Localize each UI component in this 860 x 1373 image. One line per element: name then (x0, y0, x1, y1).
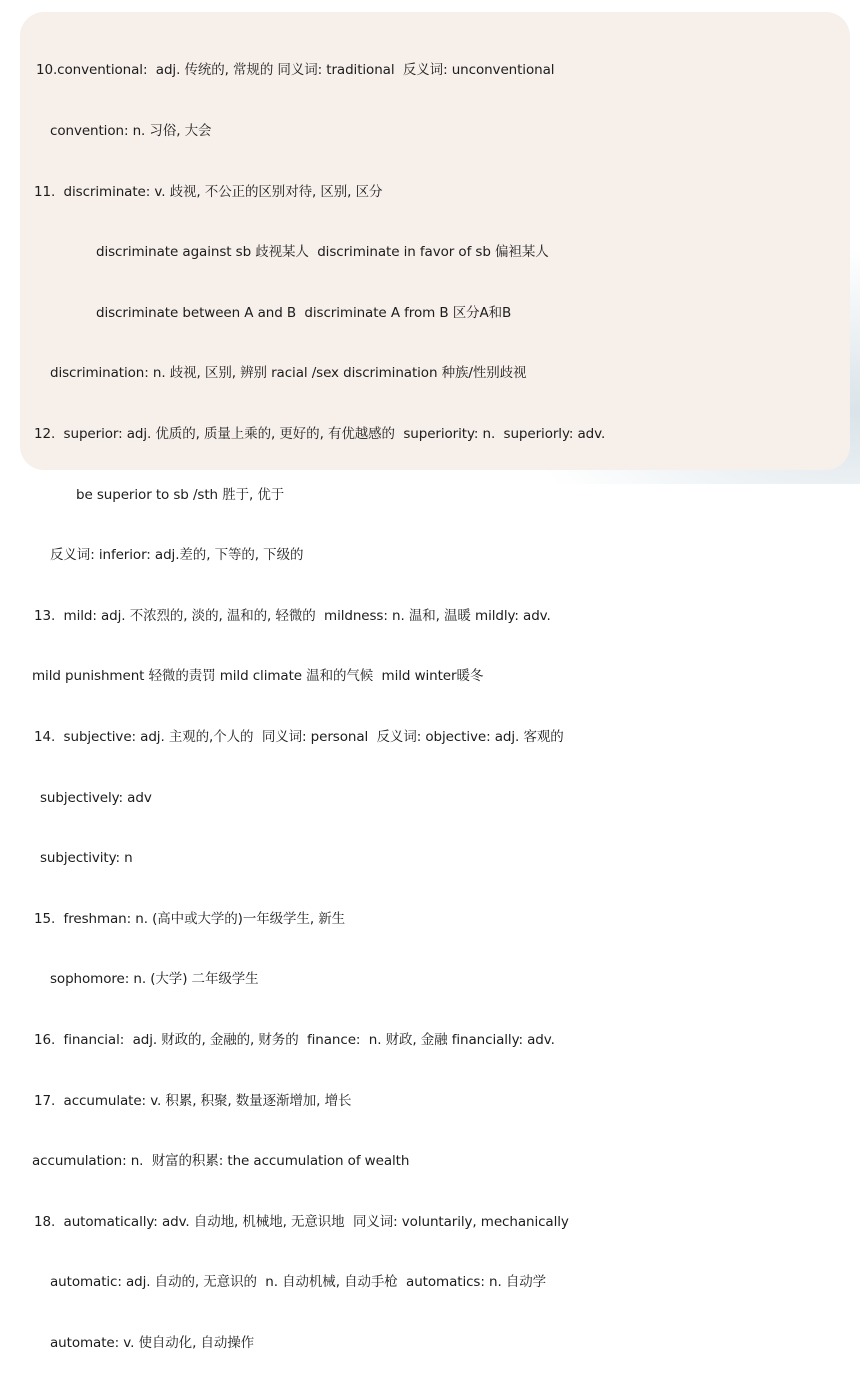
vocab-line: 17. accumulate: v. 积累, 积聚, 数量逐渐增加, 增长 (34, 1092, 352, 1109)
vocab-line: discrimination: n. 歧视, 区别, 辨别 racial /sex discrimination 种族/性别歧视 (50, 365, 527, 382)
vocab-line: 13. mild: adj. 不浓烈的, 淡的, 温和的, 轻微的 mildness: n. 温和, 温暖 mildly: adv. (34, 607, 551, 624)
vocab-line: convention: n. 习俗, 大会 (50, 123, 212, 139)
vocab-line: discriminate between A and B discriminate A from B 区分A和B (96, 304, 512, 321)
vocab-line: sophomore: n. (大学) 二年级学生 (50, 971, 259, 988)
vocab-line: 14. subjective: adj. 主观的,个人的 同义词: personal 反义词: objective: adj. 客观的 (34, 728, 564, 745)
vocab-line: subjectivity: n (40, 850, 133, 867)
vocab-line: 12. superior: adj. 优质的, 质量上乘的, 更好的, 有优越感的 superiority: n. superiorly: adv. (34, 425, 606, 442)
vocab-line: automate: v. 使自动化, 自动操作 (50, 1334, 255, 1351)
vocab-line: 反义词: inferior: adj.差的, 下等的, 下级的 (50, 547, 304, 564)
vocab-line: 18. automatically: adv. 自动地, 机械地, 无意识地 同义词: voluntarily, mechanically (34, 1213, 569, 1230)
vocabulary-notes (0, 20, 860, 1373)
vocab-line: subjectively: adv (40, 789, 152, 806)
vocab-line: 16. financial: adj. 财政的, 金融的, 财务的 finance: n. 财政, 金融 financially: adv. (34, 1031, 555, 1048)
vocab-line: discriminate against sb 歧视某人 discriminate in favor of sb 偏袒某人 (96, 244, 549, 261)
vocab-line: 10.conventional: adj. 传统的, 常规的 同义词: traditional 反义词: unconventional (36, 62, 555, 79)
vocab-line: mild punishment 轻微的责罚 mild climate 温和的气候 mild winter暖冬 (32, 668, 484, 685)
vocab-line: 11. discriminate: v. 歧视, 不公正的区别对待, 区别, 区分 (34, 183, 383, 200)
vocab-line: 15. freshman: n. (高中或大学的)一年级学生, 新生 (34, 910, 346, 927)
vocab-line: be superior to sb /sth 胜于, 优于 (76, 486, 285, 503)
vocab-line: automatic: adj. 自动的, 无意识的 n. 自动机械, 自动手枪 automatics: n. 自动学 (50, 1274, 547, 1291)
vocab-line: accumulation: n. 财富的积累: the accumulation of wealth (32, 1153, 410, 1170)
